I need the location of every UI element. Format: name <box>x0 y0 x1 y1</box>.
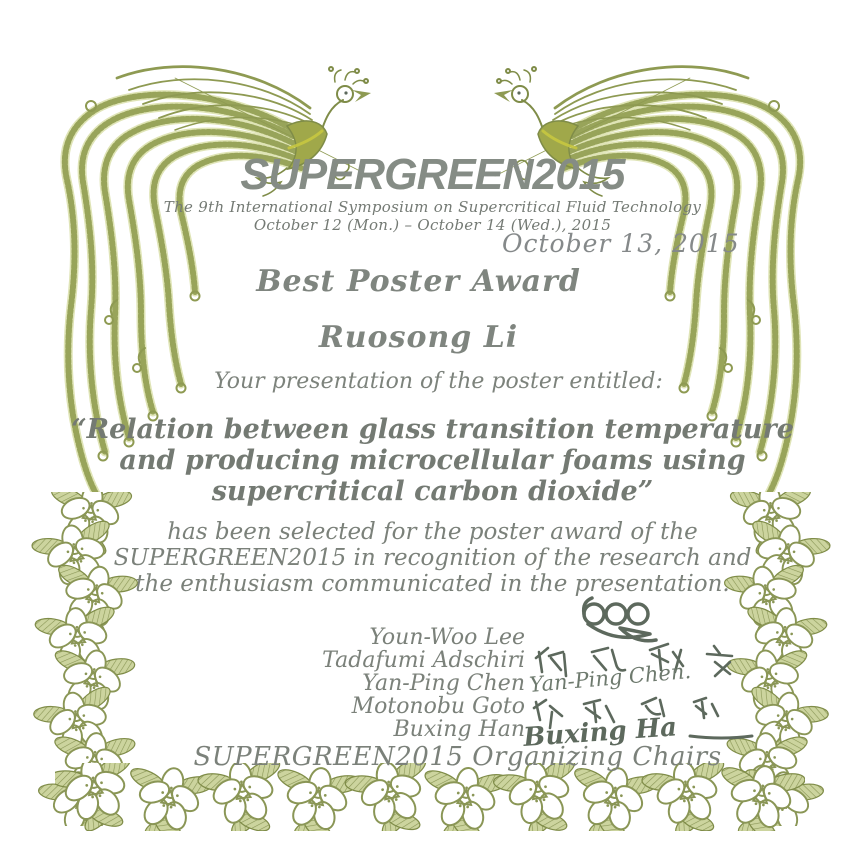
citation-paragraph <box>0 519 865 597</box>
recipient-name: Ruosong Li <box>318 320 519 355</box>
organizing-chairs-caption: SUPERGREEN2015 Organizing Chairs <box>193 742 722 772</box>
event-subtitle: The 9th International Symposium on Supercritical Fluid Technology <box>163 198 702 216</box>
citation-line: the enthusiasm communicated in the presentation. <box>135 571 730 597</box>
organizing-chairs-list <box>200 626 525 741</box>
poster-title <box>0 414 865 507</box>
event-logo: SUPERGREEN2015 <box>240 150 625 199</box>
chair-name: Youn-Woo Lee <box>369 625 525 650</box>
floral-border-bottom-icon <box>55 763 805 831</box>
signature-buxing-han: Buxing Ha <box>522 712 678 753</box>
intro-line: Your presentation of the poster entitled: <box>214 369 663 394</box>
poster-title-line: supercritical carbon dioxide” <box>211 476 654 507</box>
chair-name: Tadafumi Adschiri <box>322 648 525 673</box>
signatures-block <box>522 594 757 756</box>
award-title: Best Poster Award <box>256 264 581 299</box>
chair-name: Buxing Han <box>393 717 525 742</box>
ceremony-date: October 13, 2015 <box>502 229 740 258</box>
event-dates: October 12 (Mon.) – October 14 (Wed.), 2015 <box>253 216 612 234</box>
poster-title-line: “Relation between glass transition temperature <box>71 414 794 445</box>
signature-youn-woo-lee-icon <box>584 598 656 641</box>
signature-yan-ping-chen: Yan-Ping Chen. <box>528 658 692 697</box>
chair-name: Yan-Ping Chen <box>362 671 525 696</box>
citation-line: SUPERGREEN2015 in recognition of the research and <box>113 545 752 571</box>
chair-name: Motonobu Goto <box>351 694 525 719</box>
signature-buxing-han-flourish-icon <box>690 736 752 738</box>
poster-title-line: and producing microcellular foams using <box>119 445 746 476</box>
citation-line: has been selected for the poster award of the <box>167 519 698 545</box>
